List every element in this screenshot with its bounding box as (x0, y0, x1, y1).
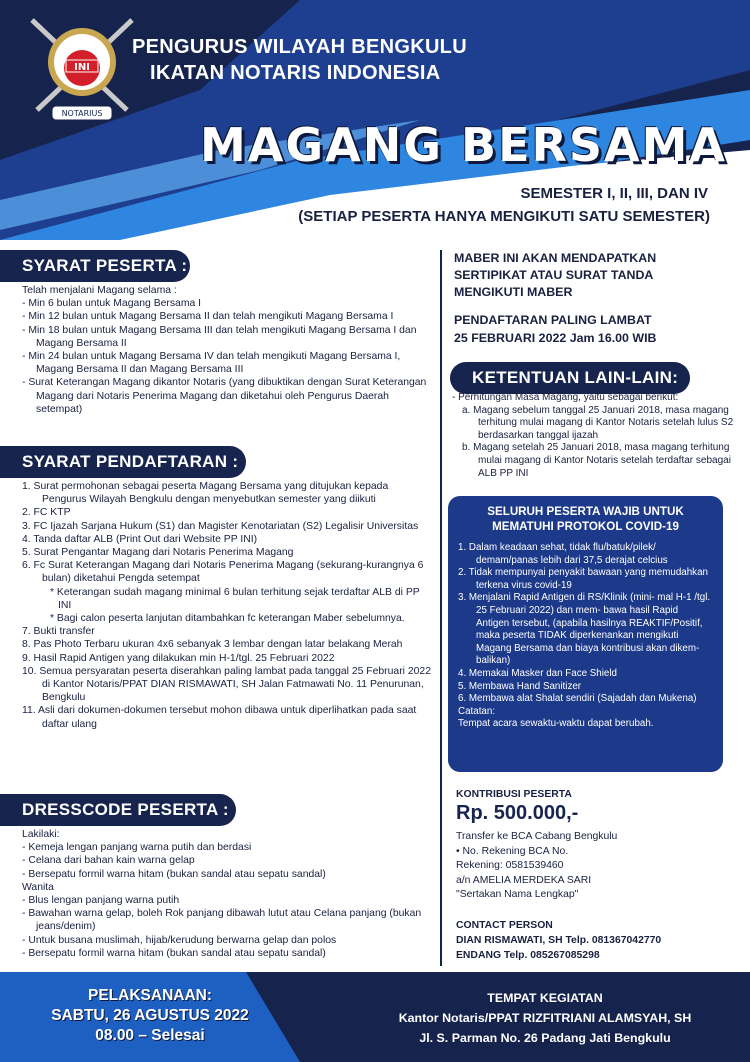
list-item: 6. Fc Surat Keterangan Magang dari Notaris Penerima Magang (sekurang-kurangnya 6 bulan) diketahui Pengda setempat (22, 560, 424, 585)
contact-label: CONTACT PERSON (456, 920, 553, 931)
pelaksanaan-label: PELAKSANAAN: (88, 987, 212, 1004)
covid-title: SELURUH PESERTA WAJIB UNTUK MEMATUHI PROTOKOL COVID-19 (487, 505, 684, 533)
kontribusi-details (456, 830, 736, 903)
ketentuan-a: a. Magang sebelum tanggal 25 Januari 2018, masa magang terhitung mulai magang di Kantor Notaris setelah lulus S2 berdasarkan tanggal ijazah (462, 404, 734, 441)
pelaksanaan-date: SABTU, 26 AGUSTUS 2022 (51, 1007, 249, 1024)
list-item: - Untuk busana muslimah, hijab/kerudung berwarna gelap dan polos (22, 934, 337, 946)
kontribusi-label: KONTRIBUSI PESERTA (456, 789, 572, 800)
dresscode-heading: DRESSCODE PESERTA : (0, 794, 236, 826)
ketentuan-b: b. Magang setelah 25 Januari 2018, masa magang terhitung mulai magang di Kantor Notaris setelah terdaftar sebagai ALB PP INI (462, 442, 731, 479)
list-item: 4. Memakai Masker dan Face Shield (458, 667, 617, 679)
pelaksanaan-block (0, 986, 300, 1046)
list-item: 1. Dalam keadaan sehat, tidak flu/batuk/pilek/ demam/panas lebih dari 37,5 derajat celcius (458, 542, 668, 566)
contact-2: ENDANG Telp. 085267085298 (456, 950, 600, 961)
list-item: 5. Surat Pengantar Magang dari Notaris Penerima Magang (22, 547, 294, 559)
tempat-label: TEMPAT KEGIATAN (487, 991, 603, 1005)
org-line2: IKATAN NOTARIS INDONESIA (150, 62, 441, 84)
deadline-label: PENDAFTARAN PALING LAMBAT (454, 313, 652, 327)
syarat-peserta-list (22, 284, 432, 416)
price: Rp. 500.000,- (456, 802, 579, 824)
ini-logo (22, 10, 142, 125)
header-banner (0, 0, 750, 240)
list-item: - Min 24 bulan untuk Magang Bersama IV dan telah mengikuti Magang Bersama I, Magang Bersama II dan Magang Bersama III (22, 351, 401, 376)
list-item: 3. Menjalani Rapid Antigen di RS/Klinik (mini- mal H-1 /tgl. 25 Februari 2022) dan mem- bawa hasil Rapid Antigen tersebut, (apabila hasilnya REAKTIF/Positif, maka peserta TIDAK diperkenankan mengikuti Magang Bersama dan biaya kontribusi akan dikem- balikan) (458, 592, 711, 667)
sertifikat-note: MABER INI AKAN MENDAPATKAN SERTIPIKAT ATAU SURAT TANDA MENGIKUTI MABER (454, 251, 657, 299)
dresscode-wanita: Wanita (22, 881, 54, 893)
list-item: - Bersepatu formil warna hitam (bukan sandal atau sepatu sandal) (22, 947, 326, 959)
contact-person (456, 918, 736, 963)
list-item: 7. Bukti transfer (22, 626, 95, 638)
org-line1: PENGURUS WILAYAH BENGKULU (132, 36, 467, 58)
list-item: - Min 12 bulan untuk Magang Bersama II dan telah mengikuti Magang Bersama I (22, 311, 394, 323)
tempat-line2: Jl. S. Parman No. 26 Padang Jati Bengkulu (419, 1031, 671, 1045)
list-item: - Kemeja lengan panjang warna putih dan berdasi (22, 842, 252, 854)
list-item: - Surat Keterangan Magang dikantor Notaris (yang dibuktikan dengan Surat Keterangan Magang dari Notaris Penerima Magang dan diketahui oleh Pengurus Daerah setempat) (22, 377, 427, 415)
contact-1: DIAN RISMAWATI, SH Telp. 081367042770 (456, 935, 662, 946)
column-divider (440, 250, 442, 966)
kontribusi-note: "Sertakan Nama Lengkap" (456, 889, 579, 901)
tempat-line1: Kantor Notaris/PPAT RIZFITRIANI ALAMSYAH, SH (398, 1011, 692, 1025)
ketentuan-list (452, 392, 742, 480)
list-item: - Min 6 bulan untuk Magang Bersama I (22, 298, 202, 310)
list-item: - Blus lengan panjang warna putih (22, 895, 180, 907)
list-item: - Bersepatu formil warna hitam (bukan sandal atau sepatu sandal) (22, 868, 326, 880)
tempat-block (370, 988, 720, 1048)
list-item: 9. Hasil Rapid Antigen yang dilakukan min H-1/tgl. 25 Februari 2022 (22, 652, 335, 664)
list-item: - Bawahan warna gelap, boleh Rok panjang dibawah lutut atau Celana panjang (bukan jeans/denim) (22, 908, 422, 933)
logo-ini-text: INI (74, 62, 90, 73)
kontribusi-an: a/n AMELIA MERDEKA SARI (456, 874, 592, 886)
list-item: 2. Tidak mempunyai penyakit bawaan yang memudahkan terkena virus covid-19 (458, 567, 708, 591)
covid-list (458, 542, 713, 731)
list-item: 5. Membawa Hand Sanitizer (458, 680, 582, 692)
semester-text: SEMESTER I, II, III, DAN IV (520, 185, 708, 202)
dresscode-lakilaki: Lakilaki: (22, 829, 60, 840)
deadline-value: 25 FEBRUARI 2022 Jam 16.00 WIB (454, 331, 657, 345)
semester-note: (SETIAP PESERTA HANYA MENGIKUTI SATU SEMESTER) (298, 208, 710, 225)
covid-protocol-box (448, 496, 723, 772)
syarat-peserta-intro: Telah menjalani Magang selama : (22, 285, 177, 296)
list-item: 4. Tanda daftar ALB (Print Out dari Website PP INI) (22, 533, 258, 545)
list-item: 11. Asli dari dokumen-dokumen tersebut mohon dibawa untuk diperlihatkan pada saat daftar ulang (22, 705, 417, 730)
page-title: MAGANG BERSAMA (200, 118, 728, 172)
list-item: - Celana dari bahan kain warna gelap (22, 855, 195, 867)
list-note: * Keterangan sudah magang minimal 6 bulan terhitung sejak terdaftar ALB di PP INI (50, 586, 420, 611)
covid-catatan-label: Catatan: (458, 705, 496, 717)
covid-catatan: Tempat acara sewaktu-waktu dapat berubah. (458, 718, 654, 730)
kontribusi-transfer: Transfer ke BCA Cabang Bengkulu (456, 831, 618, 842)
syarat-pendaftaran-heading: SYARAT PENDAFTARAN : (0, 446, 246, 478)
logo-notarius-text: NOTARIUS (61, 109, 103, 118)
list-item: - Min 18 bulan untuk Magang Bersama III dan telah mengikuti Magang Bersama I dan Magang Bersama II (22, 324, 417, 349)
ketentuan-heading: KETENTUAN LAIN-LAIN: (450, 362, 690, 394)
dresscode-list (22, 828, 422, 960)
pelaksanaan-time: 08.00 – Selesai (95, 1027, 205, 1044)
list-note: * Bagi calon peserta lanjutan ditambahkan fc keterangan Maber sebelumnya. (50, 613, 405, 625)
syarat-peserta-heading: SYARAT PESERTA : (0, 250, 190, 282)
list-item: 6. Membawa alat Shalat sendiri (Sajadah dan Mukena) (458, 693, 697, 705)
list-item: 1. Surat permohonan sebagai peserta Magang Bersama yang ditujukan kepada Pengurus Wilayah Bengkulu dengan menyebutkan semester yang diikuti (22, 481, 389, 506)
kontribusi-norek: • No. Rekening BCA No. (456, 845, 569, 857)
syarat-pendaftaran-list (22, 480, 434, 731)
list-item: 10. Semua persyaratan peserta diserahkan paling lambat pada tanggal 25 Februari 2022 di Kantor Notaris/PPAT DIAN RISMAWATI, SH Jalan Fatmawati No. 11 Penurunan, Bengkulu (22, 665, 431, 704)
kontribusi-rekening: Rekening: 0581539460 (456, 860, 564, 872)
ketentuan-intro: - Perhitungan Masa Magang, yaitu sebagai berikut: (452, 392, 679, 403)
list-item: 2. FC KTP (22, 507, 71, 519)
list-item: 3. FC Ijazah Sarjana Hukum (S1) dan Magister Kenotariatan (S2) Legalisir Universitas (22, 520, 419, 532)
list-item: 8. Pas Photo Terbaru ukuran 4x6 sebanyak 3 lembar dengan latar belakang Merah (22, 639, 403, 651)
